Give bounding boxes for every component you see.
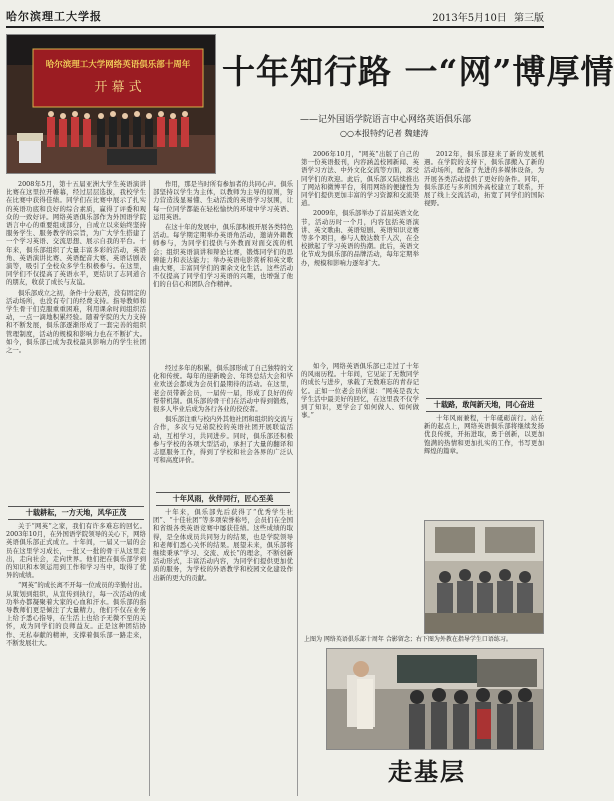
- page-number: 第三版: [514, 13, 544, 24]
- paragraph: 在这十年的发展中，俱乐部积极开展各类特色活动。每学期定期举办英语角活动，邀请外籍教师参与，为同学们提供与外教面对面交流的机会；组织英语演讲和辩论比赛，锻炼同学们的思辨能力和表达能力；举办英语电影赏析和英文歌曲大赛，丰富同学们的课余文化生活。这些活动不仅提高了同学们学习英语的兴趣，也增强了他们的自信心和团队合作精神。: [153, 223, 293, 289]
- banner-text: 哈尔滨理工大学网络英语俱乐部十周年: [45, 60, 191, 70]
- column-divider: [297, 180, 298, 796]
- paragraph: 俱乐部成立之初，条件十分艰苦，没有固定的活动场所，也没有专门的经费支持。指导教师和学生骨干们克服重重困难，利用课余时间组织活动，一点一滴地积累经验。随着学院的大力支持和不断发展，俱乐部逐渐形成了一套完善的组织管理制度，活动的规模和影响力也在不断扩大。如今，俱乐部已成为我校最具影响力的学生社团之一。: [6, 288, 146, 355]
- article-byline: ○○本报特约记者 魏建涛: [340, 129, 429, 138]
- paragraph: 十年风雨兼程，十年砥砺前行。站在新的起点上，网络英语俱乐部将继续发扬优良传统，开拓进取，勇于创新，以更加饱满的热情和更加扎实的工作，书写更加辉煌的篇章。: [424, 414, 544, 455]
- paragraph: 经过多年的积累，俱乐部形成了自己独特的文化和传统。每年的迎新晚会、年终总结大会和毕业欢送会都成为会员们最期待的活动。在这里，老会员带新会员，一届传一届，形成了良好的传帮带机制。俱乐部的骨干们在活动中得到锻炼，很多人毕业后成为各行各业的佼佼者。: [153, 364, 293, 414]
- issue-info: [428, 9, 544, 24]
- column-2-mid: [153, 364, 293, 492]
- column-1: [6, 180, 146, 508]
- page-header: [6, 4, 544, 28]
- paragraph: 2008年5月，第十五届亚洲大学生英语演讲比赛在这里拉开帷幕，经过层层选拔，我校学生在比赛中获得佳绩。同学们在比赛中展示了扎实的英语功底和良好的综合素质，赢得了评委和观众的一致好评。网络英语俱乐部作为外国语学院语言中心的重要组成部分，自成立以来始终坚持服务学生、服务教学的宗旨，为广大学生搭建了一个学习英语、交流思想、展示自我的平台。十年来，俱乐部组织了大量丰富多彩的活动，英语角、英语演讲比赛、英语配音大赛、英语话剧表演等，吸引了全校众多学生积极参与。在这里，同学们不仅提高了英语水平，更结识了志同道合的朋友，收获了成长与友谊。: [6, 180, 146, 287]
- section-heading-3: 十载路，敢闯新天地，同心奋进: [426, 398, 542, 412]
- paragraph: 俱乐部注重与校内外其他社团和组织的交流与合作，多次与兄弟院校的英语社团开展联谊活动，互相学习，共同进步。同时，俱乐部还积极参与学校的各项大型活动，承担了大量的翻译和志愿服务工作，得到了学校和社会各界的广泛认可和高度评价。: [153, 415, 293, 465]
- column-4: [424, 150, 544, 362]
- section-stamp: 走基层: [388, 757, 466, 786]
- paragraph: “网英”的成长离不开每一位成员的辛勤付出。从策划到组织，从宣传到执行，每一次活动的成功举办都凝聚着大家的心血和汗水。俱乐部的指导教师们更是倾注了大量精力，他们不仅在业务上给予悉心指导，在生活上也给予无微不至的关怀，成为同学们的良师益友。正是这种团结协作、无私奉献的精神，支撑着俱乐部一路走来，不断发展壮大。: [6, 581, 146, 647]
- column-4-mid: [424, 414, 544, 514]
- issue-date: 2013年5月10日: [432, 13, 507, 24]
- section-heading-2: 十年风雨，伙伴同行，匠心至美: [156, 492, 290, 506]
- paragraph: 2006年10月，“网英”出版了自己的第一份英语报刊，内容涵盖校园新闻、英语学习方法、中外文化交流等方面，深受同学们的欢迎。此后，俱乐部又陆续推出了网站和微博平台，利用网络的便捷性为同学们提供更加丰富的学习资源和交流渠道。: [301, 150, 419, 208]
- column-3: [301, 150, 419, 362]
- column-3-mid: [301, 362, 419, 632]
- section-heading-1: 十载耕耘，一方天地，风华正茂: [8, 506, 144, 520]
- column-2: [153, 180, 293, 364]
- teaching-photo: [326, 648, 544, 750]
- ceremony-photo: [6, 34, 216, 174]
- paragraph: 十年来，俱乐部先后获得了“优秀学生社团”、“十佳社团”等多项荣誉称号，会员们在全国和省级各类英语竞赛中屡获佳绩。这些成绩的取得，是全体成员共同努力的结果，也是学院领导和老师们悉心关怀的结果。展望未来，俱乐部将继续秉承“学习、交流、成长”的理念，不断创新活动形式，丰富活动内容，为同学们提供更加优质的服务，为学校的外语教学和校园文化建设作出新的更大的贡献。: [153, 508, 293, 582]
- paragraph: 关于“网英”之家，我们有许多难忘的回忆。2003年10月，在外国语学院领导的关心下，网络英语俱乐部正式成立。十年间，一届又一届的会员在这里学习成长，一批又一批的骨干从这里走出，走向社会，走向世界。他们把在俱乐部学到的知识和本领运用到工作和学习当中，取得了优异的成绩。: [6, 522, 146, 580]
- column-2-lower: [153, 508, 293, 796]
- masthead: 哈尔滨理工大学报: [6, 10, 102, 23]
- paragraph: 作用，那是当时所有参加者的共同心声。俱乐部坚持以学生为主体，以教师为主导的原则，努力营造浅显易懂、生动活泼的英语学习氛围，让每一位同学都能在轻松愉快的环境中学习英语、运用英语。: [153, 180, 293, 221]
- paragraph: 2009年，俱乐部举办了首届英语文化节，活动历时一个月，内容包括英语演讲、英文歌曲、英语短剧、英语知识竞赛等多个项目，参与人数达数千人次，在全校掀起了学习英语的热潮。此后，英语文化节成为俱乐部的品牌活动，每年定期举办，规模和影响力逐年扩大。: [301, 209, 419, 267]
- photo-caption: 上图为 网络英语俱乐部十周年 合影留念；右下图为外教在指导学生口语练习。: [304, 636, 512, 643]
- article-headline: 十年知行路 一“网”博厚情: [222, 52, 614, 91]
- meeting-photo: [424, 520, 544, 634]
- column-1-lower: [6, 522, 146, 796]
- paragraph: 如今，网络英语俱乐部已走过了十年的风雨历程。十年间，它见证了无数同学的成长与进步，承载了无数难忘的青春记忆。正如一位老会员所说：“网英是我大学生活中最美好的回忆，在这里我不仅学到了知识，更学会了如何做人、如何做事。”: [301, 362, 419, 420]
- article-subhead: ——记外国语学院语言中心网络英语俱乐部: [300, 115, 472, 125]
- banner-subtitle: 开 幕 式: [94, 80, 142, 95]
- column-divider: [149, 180, 150, 796]
- paragraph: 2012年，俱乐部迎来了新的发展机遇。在学院的支持下，俱乐部搬入了新的活动场所，配备了先进的多媒体设备，为开展各类活动提供了更好的条件。同年，俱乐部还与多所国外高校建立了联系，开展了线上交流活动，拓宽了同学们的国际视野。: [424, 150, 544, 208]
